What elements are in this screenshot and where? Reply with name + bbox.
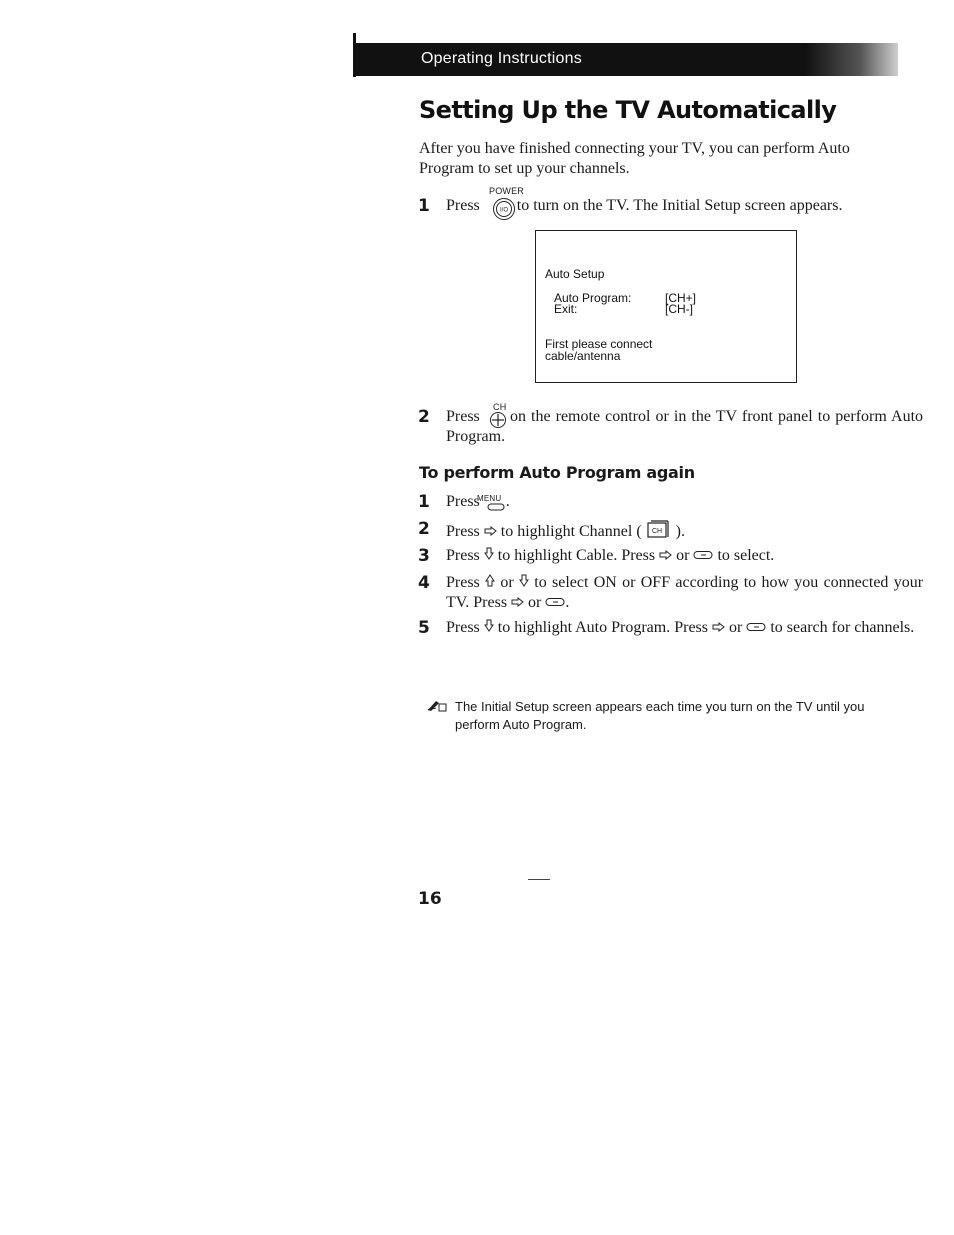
step-text-post: to search for channels.: [770, 619, 915, 636]
arrow-up-icon: [485, 574, 495, 587]
svg-text:I/O: I/O: [499, 207, 509, 214]
step-text-or: or: [676, 547, 690, 564]
note-pencil-icon: [427, 698, 447, 712]
step-text-pre: Press: [446, 523, 480, 540]
step-text-mid: to highlight Auto Program. Press: [497, 619, 709, 636]
svg-text:CH: CH: [651, 528, 662, 535]
again-step-3-text: [446, 546, 774, 566]
arrow-right-icon: [659, 550, 672, 560]
arrow-down-icon: [484, 619, 494, 632]
arrow-right-icon: [511, 597, 524, 607]
step-2-text: [446, 407, 923, 447]
step-number: 1: [418, 492, 430, 512]
osd-program-value: [CH+]: [665, 291, 697, 305]
step-number: 4: [418, 573, 430, 593]
again-step-4-text: [446, 573, 923, 613]
step-text-pre: Press: [446, 574, 480, 591]
initial-setup-screen: [535, 230, 797, 383]
osd-program-label: Auto Program:: [554, 291, 632, 305]
channel-menu-icon: [646, 519, 672, 539]
step-text-pre: Press: [446, 493, 480, 510]
note-text: The Initial Setup screen appears each time you turn on the TV until you perform Auto Program.: [455, 699, 865, 732]
intro-paragraph: After you have finished connecting your TV, you can perform Auto Program to set up your channels.: [419, 140, 850, 177]
step-text-or: or: [500, 574, 514, 591]
step-text-or: or: [528, 594, 542, 611]
step-number: 5: [418, 618, 430, 638]
step-text-post: to turn on the TV. The Initial Setup screen appears.: [516, 197, 843, 214]
step-text-mid: to select ON or OFF according to how you connected your TV. Press: [446, 574, 924, 611]
step-text-post: .: [565, 594, 570, 611]
divider-mark: [528, 879, 550, 880]
section-header-label: Operating Instructions: [421, 50, 582, 67]
step-text-post: ).: [675, 523, 685, 540]
step-text-pre: Press: [446, 197, 480, 214]
page-number: 16: [418, 889, 442, 909]
menu-button-icon: [487, 503, 505, 511]
enter-button-icon: [545, 597, 565, 607]
power-caption: POWER: [489, 186, 525, 196]
enter-button-icon: [693, 550, 713, 560]
subsection-heading: To perform Auto Program again: [419, 463, 695, 482]
step-text-mid: to highlight Channel (: [500, 523, 642, 540]
power-button-icon: [492, 197, 516, 221]
step-text-post: to select.: [717, 547, 775, 564]
osd-message-line: cable/antenna: [545, 349, 621, 363]
step-text-mid: to highlight Cable. Press: [497, 547, 656, 564]
again-step-5-text: [446, 618, 923, 638]
step-text-post: .: [505, 493, 510, 510]
step-number: 2: [418, 519, 430, 539]
step-text-or: or: [729, 619, 743, 636]
again-step-2-text: [446, 519, 685, 542]
step-text-post: on the remote control or in the TV front panel to perform Auto Program.: [446, 408, 924, 445]
osd-title: Auto Setup: [545, 267, 605, 281]
step-text-pre: Press: [446, 408, 480, 425]
step-text-pre: Press: [446, 619, 480, 636]
page-title: Setting Up the TV Automatically: [419, 96, 837, 124]
step-text-pre: Press: [446, 547, 480, 564]
step-number: 1: [418, 196, 430, 216]
enter-button-icon: [746, 622, 766, 632]
osd-message-line: First please connect: [545, 337, 653, 351]
osd-exit-value: [CH-]: [665, 302, 693, 316]
ch-caption: CH: [493, 402, 507, 412]
step-number: 3: [418, 546, 430, 566]
menu-caption: MENU: [477, 494, 502, 503]
arrow-right-icon: [484, 526, 497, 536]
step-number: 2: [418, 407, 430, 427]
arrow-right-icon: [712, 622, 725, 632]
channel-plus-button-icon: [488, 411, 508, 429]
arrow-down-icon: [519, 574, 529, 587]
osd-exit-label: Exit:: [554, 302, 578, 316]
section-header-bar: [355, 43, 898, 76]
arrow-down-icon: [484, 547, 494, 560]
